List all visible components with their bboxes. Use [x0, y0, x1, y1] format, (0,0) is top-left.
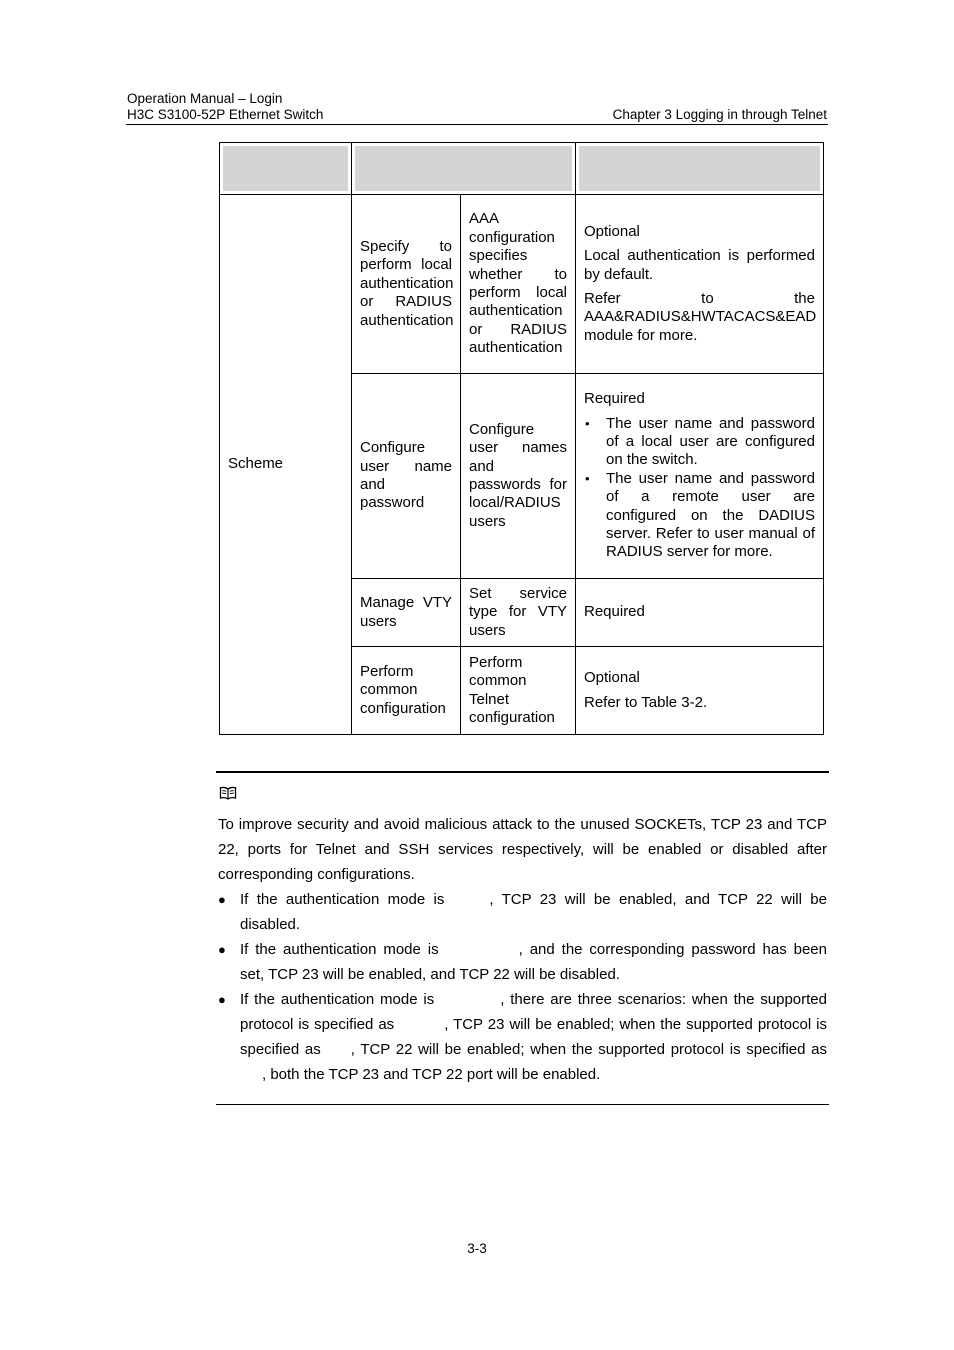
bullet-list — [584, 415, 815, 562]
description-cell — [576, 579, 824, 647]
list-item: • The user name and password of a local user are configured on the switch. — [584, 415, 815, 470]
telnet-scheme-config-table — [219, 142, 824, 735]
bullet-dot-icon: ● — [218, 892, 226, 907]
status-text: Required — [584, 603, 645, 621]
status-text: Optional — [584, 222, 640, 240]
note-bullet-text: If the authentication mode is — [240, 941, 439, 958]
header-cell — [352, 143, 576, 195]
header-cell — [576, 143, 824, 195]
action-cell: AAA configuration specifies whether to perform local authentication or RADIUS authentication — [461, 195, 576, 374]
header-rule — [126, 124, 828, 125]
product-name: H3C S3100-52P Ethernet Switch — [127, 107, 324, 122]
note-top-rule — [216, 771, 829, 773]
note-text: Local authentication is performed by default. — [584, 247, 815, 283]
note-text: Refer to Table 3-2. — [584, 693, 708, 711]
note-bullet-text: , TCP 23 will be enabled, and TCP 22 will be disabled. — [240, 891, 827, 933]
note-intro: To improve security and avoid malicious attack to the unused SOCKETs, TCP 23 and TCP 22, ports for Telnet and SSH services respectively, will be enabled or disabled after corresponding configurations. — [218, 816, 827, 883]
action-cell: Configure user names and passwords for local/RADIUS users — [461, 374, 576, 579]
status-text: Required — [584, 390, 645, 408]
note-bullet-text: If the authentication mode is — [240, 991, 435, 1008]
bullet-dot-icon: ● — [218, 942, 226, 957]
step-cell: Specify to perform local authentication or RADIUS authentication — [352, 195, 461, 374]
running-header-left — [127, 91, 323, 123]
action-cell: Set service type for VTY users — [461, 579, 576, 647]
description-cell — [576, 374, 824, 579]
note-bottom-rule — [216, 1104, 829, 1105]
note-bullet — [218, 937, 827, 987]
auth-mode-cell: Scheme — [220, 195, 352, 735]
step-cell: Perform common configuration — [352, 647, 461, 735]
note-bullet-text: , TCP 22 will be enabled; when the supported protocol is specified as — [350, 1041, 827, 1058]
manual-title: Operation Manual – Login — [127, 91, 283, 106]
description-cell — [576, 195, 824, 374]
open-book-icon — [219, 786, 237, 800]
page-number: 3-3 — [467, 1241, 487, 1256]
step-cell: Manage VTY users — [352, 579, 461, 647]
bullet-dot-icon: ● — [218, 992, 226, 1007]
note-body — [218, 812, 827, 1087]
note-bullet-text: , both the TCP 23 and TCP 22 port will be enabled. — [262, 1066, 601, 1083]
status-text: Optional — [584, 669, 640, 687]
note-bullet-text: If the authentication mode is — [240, 891, 445, 908]
header-cell — [220, 143, 352, 195]
chapter-title: Chapter 3 Logging in through Telnet — [612, 107, 827, 122]
description-cell — [576, 647, 824, 735]
note-text: Refer to the AAA&RADIUS&HWTACACS&EAD module for more. — [584, 290, 817, 344]
note-bullet — [218, 887, 827, 937]
table-row — [220, 195, 824, 374]
note-bullet-text: , TCP 23 will be enabled; when the supported protocol is specified as — [240, 1016, 827, 1058]
list-item: • The user name and password of a remote user are configured on the DADIUS server. Refer to user manual of RADIUS server for more. — [584, 470, 815, 562]
action-cell: Perform common Telnet configuration — [461, 647, 576, 735]
note-bullet-text: , and the corresponding password has been set, TCP 23 will be enabled, and TCP 22 will be disabled. — [240, 941, 827, 983]
note-bullet-text: , there are three scenarios: when the supported protocol is specified as — [240, 991, 827, 1033]
note-bullet — [218, 987, 827, 1087]
table-header-row — [220, 143, 824, 195]
step-cell: Configure user name and password — [352, 374, 461, 579]
